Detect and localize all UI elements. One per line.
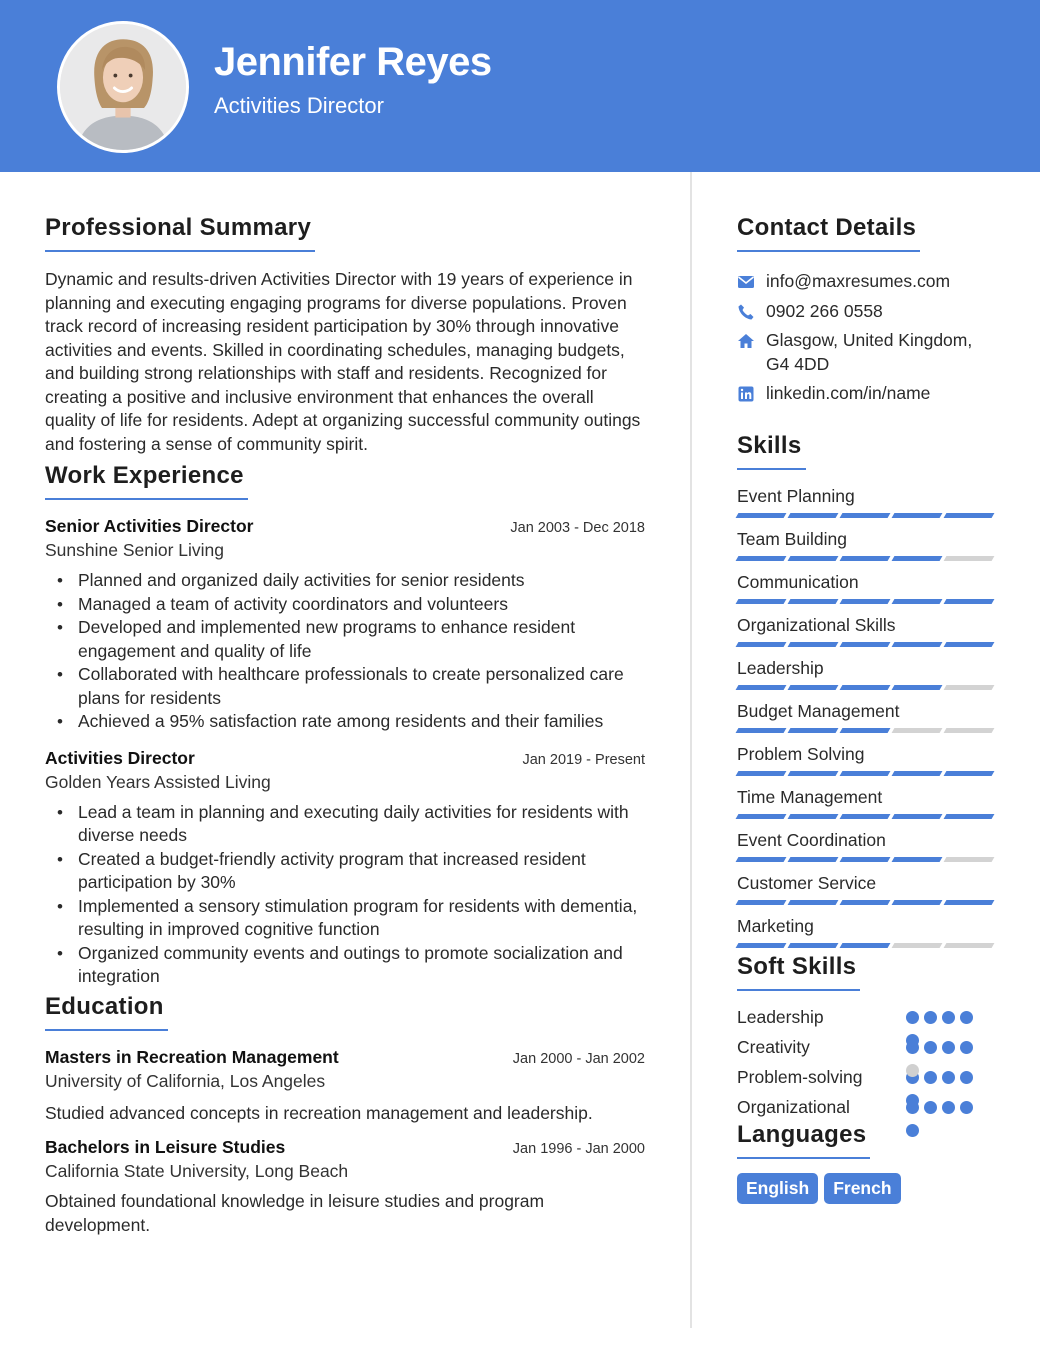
- skill-name: Leadership: [737, 657, 824, 678]
- skill-level-segment: [892, 728, 943, 733]
- skill-level-segment: [736, 513, 787, 518]
- soft-skills-section: [737, 953, 997, 1125]
- skill-item: [737, 656, 997, 690]
- candidate-name: Jennifer Reyes: [214, 40, 492, 84]
- skills-heading: Skills: [737, 432, 806, 470]
- job-dates: Jan 2019 - Present: [522, 751, 645, 768]
- soft-skill-rating: [906, 1011, 973, 1024]
- languages-heading: Languages: [737, 1121, 870, 1159]
- soft-skill-name: Problem-solving: [737, 1066, 863, 1087]
- skill-level-segment: [944, 728, 995, 733]
- rating-dot: [924, 1101, 937, 1114]
- skill-level-segment: [892, 642, 943, 647]
- skill-level-segment: [736, 728, 787, 733]
- skill-level-segment: [944, 857, 995, 862]
- education-description: Studied advanced concepts in recreation management and leadership.: [45, 1102, 593, 1123]
- education-entry: [45, 1137, 645, 1237]
- education-dates: Jan 1996 - Jan 2000: [512, 1141, 645, 1157]
- school-name: University of California, Los Angeles: [45, 1070, 326, 1091]
- skill-name: Customer Service: [737, 872, 877, 893]
- rating-dot: [906, 1094, 919, 1107]
- phone-icon: [737, 303, 755, 321]
- skill-level-segment: [788, 556, 839, 561]
- skill-level-bar: [737, 771, 997, 776]
- skill-level-segment: [944, 943, 995, 948]
- contact-phone[interactable]: [737, 300, 997, 324]
- main-column: [45, 214, 645, 1237]
- skill-level-segment: [788, 599, 839, 604]
- soft-skill-item: [737, 1005, 997, 1035]
- skill-level-segment: [736, 642, 787, 647]
- phone-text: 0902 266 0558: [766, 300, 883, 321]
- job-entry: [45, 748, 645, 989]
- skill-level-segment: [892, 814, 943, 819]
- skill-name: Team Building: [737, 528, 847, 549]
- skill-level-bar: [737, 599, 997, 604]
- skill-level-segment: [840, 513, 891, 518]
- skill-level-bar: [737, 728, 997, 733]
- skill-level-segment: [736, 556, 787, 561]
- skill-level-bar: [737, 685, 997, 690]
- job-bullets: [45, 569, 645, 734]
- sidebar-column: [737, 214, 997, 1204]
- profile-photo: [57, 21, 189, 153]
- skill-level-segment: [788, 771, 839, 776]
- skill-level-segment: [892, 513, 943, 518]
- rating-dot: [960, 1011, 973, 1024]
- profile-photo-icon: [60, 24, 186, 150]
- home-icon: [737, 332, 755, 350]
- skill-name: Communication: [737, 571, 859, 592]
- skill-level-segment: [944, 771, 995, 776]
- skill-level-segment: [840, 900, 891, 905]
- skill-level-segment: [788, 857, 839, 862]
- envelope-icon: [737, 273, 755, 291]
- skill-name: Marketing: [737, 915, 814, 936]
- rating-dot: [906, 1064, 919, 1077]
- summary-text: Dynamic and results-driven Activities Director with 19 years of experience in planning and executing engaging programs for diverse populations. Proven track record of increasing resident participation by 30% through innovative activities and events. Skilled in coordinating schedules, managing budgets, and building strong relationships with staff and residents. Recognized for creating a positive and inclusive environment that enhances the overall quality of life for residents. Adept at organizing successful community outings and fostering a sense of community spirit.: [45, 269, 641, 454]
- skill-level-segment: [892, 943, 943, 948]
- job-bullet: • Lead a team in planning and executing daily activities for residents with diverse needs: [45, 801, 645, 848]
- degree-title: Masters in Recreation Management: [45, 1046, 339, 1067]
- skill-level-segment: [892, 556, 943, 561]
- skill-level-segment: [736, 685, 787, 690]
- skill-name: Time Management: [737, 786, 883, 807]
- skill-level-segment: [788, 685, 839, 690]
- rating-dot: [960, 1071, 973, 1084]
- skill-level-segment: [944, 814, 995, 819]
- skill-item: [737, 785, 997, 819]
- skill-level-segment: [736, 814, 787, 819]
- skill-item: [737, 527, 997, 561]
- skill-level-segment: [736, 771, 787, 776]
- skill-name: Organizational Skills: [737, 614, 896, 635]
- skill-item: [737, 828, 997, 862]
- skill-name: Event Coordination: [737, 829, 886, 850]
- skill-level-segment: [788, 943, 839, 948]
- address-text: Glasgow, United Kingdom, G4 4DD: [766, 330, 973, 374]
- skill-level-segment: [788, 814, 839, 819]
- resume-header: [0, 0, 1040, 172]
- soft-skill-name: Leadership: [737, 1006, 824, 1027]
- skill-level-segment: [840, 771, 891, 776]
- skill-level-bar: [737, 857, 997, 862]
- skill-name: Problem Solving: [737, 743, 865, 764]
- soft-skill-name: Organizational: [737, 1096, 850, 1117]
- job-bullet: • Implemented a sensory stimulation program for residents with dementia, resulting in improved cognitive function: [45, 895, 645, 942]
- rating-dot: [924, 1041, 937, 1054]
- email-text: info@maxresumes.com: [766, 271, 951, 291]
- skill-level-segment: [788, 513, 839, 518]
- job-bullet: • Developed and implemented new programs to enhance resident engagement and quality of life: [45, 616, 645, 663]
- soft-skill-item: [737, 1065, 997, 1095]
- education-dates: Jan 2000 - Jan 2002: [512, 1050, 645, 1067]
- skill-level-bar: [737, 642, 997, 647]
- contact-heading: Contact Details: [737, 214, 920, 252]
- job-bullet: • Collaborated with healthcare professionals to create personalized care plans for residents: [45, 663, 645, 710]
- education-entry: [45, 1047, 645, 1126]
- job-bullet: • Organized community events and outings to promote socialization and integration: [45, 942, 645, 989]
- language-badge: English: [737, 1173, 818, 1204]
- rating-dot: [942, 1071, 955, 1084]
- skill-level-segment: [736, 599, 787, 604]
- contact-address: [737, 329, 997, 376]
- skill-level-segment: [892, 900, 943, 905]
- contact-email[interactable]: [737, 270, 997, 294]
- skill-item: [737, 613, 997, 647]
- rating-dot: [906, 1034, 919, 1047]
- skill-level-bar: [737, 556, 997, 561]
- skill-level-segment: [892, 685, 943, 690]
- skill-level-segment: [944, 513, 995, 518]
- job-title: Senior Activities Director: [45, 516, 254, 536]
- job-bullet: • Created a budget-friendly activity program that increased resident participation by 30%: [45, 848, 645, 895]
- language-badge: French: [824, 1173, 900, 1204]
- soft-skill-item: [737, 1035, 997, 1065]
- job-bullet: • Planned and organized daily activities for senior residents: [45, 569, 645, 593]
- skill-level-segment: [788, 728, 839, 733]
- rating-dot: [924, 1011, 937, 1024]
- skill-name: Budget Management: [737, 700, 900, 721]
- skill-level-segment: [840, 943, 891, 948]
- skill-level-segment: [840, 556, 891, 561]
- skills-list: [737, 484, 997, 948]
- skill-level-bar: [737, 900, 997, 905]
- rating-dot: [906, 1124, 919, 1137]
- rating-dot: [942, 1011, 955, 1024]
- skill-item: [737, 742, 997, 776]
- job-bullet: • Managed a team of activity coordinators and volunteers: [45, 593, 645, 617]
- job-company: Golden Years Assisted Living: [45, 771, 271, 792]
- skill-level-bar: [737, 513, 997, 518]
- soft-skills-heading: Soft Skills: [737, 953, 860, 991]
- skill-level-segment: [736, 857, 787, 862]
- rating-dot: [960, 1101, 973, 1114]
- candidate-title: Activities Director: [214, 93, 384, 118]
- education-heading: Education: [45, 993, 168, 1031]
- skill-level-segment: [944, 556, 995, 561]
- skill-level-bar: [737, 814, 997, 819]
- skill-level-segment: [788, 642, 839, 647]
- skill-level-segment: [736, 900, 787, 905]
- linkedin-text: linkedin.com/in/name: [766, 383, 931, 403]
- summary-heading: Professional Summary: [45, 214, 315, 252]
- education-section: [45, 993, 645, 1238]
- soft-skills-list: [737, 1005, 997, 1125]
- job-dates: Jan 2003 - Dec 2018: [510, 520, 645, 536]
- skill-item: [737, 699, 997, 733]
- summary-section: [45, 214, 645, 456]
- skill-level-segment: [944, 642, 995, 647]
- job-bullets: [45, 801, 645, 989]
- rating-dot: [942, 1041, 955, 1054]
- skill-level-segment: [944, 685, 995, 690]
- contact-section: [737, 214, 997, 406]
- skill-level-segment: [840, 814, 891, 819]
- experience-heading: Work Experience: [45, 462, 248, 500]
- skill-level-segment: [840, 685, 891, 690]
- rating-dot: [960, 1041, 973, 1054]
- skill-level-segment: [944, 599, 995, 604]
- skill-level-segment: [892, 599, 943, 604]
- skill-item: [737, 570, 997, 604]
- experience-section: [45, 462, 645, 989]
- skill-level-segment: [840, 857, 891, 862]
- languages-section: [737, 1121, 997, 1204]
- school-name: California State University, Long Beach: [45, 1161, 349, 1181]
- contact-linkedin[interactable]: [737, 382, 997, 406]
- linkedin-icon: [737, 385, 755, 403]
- skill-item: [737, 871, 997, 905]
- education-description: Obtained foundational knowledge in leisure studies and program development.: [45, 1191, 545, 1235]
- job-company: Sunshine Senior Living: [45, 540, 225, 560]
- job-title: Activities Director: [45, 747, 195, 768]
- soft-skill-item: [737, 1095, 997, 1125]
- skill-level-bar: [737, 943, 997, 948]
- skill-level-segment: [944, 900, 995, 905]
- job-entry: [45, 516, 645, 734]
- rating-dot: [924, 1071, 937, 1084]
- degree-title: Bachelors in Leisure Studies: [45, 1137, 286, 1157]
- column-divider: [690, 172, 692, 1328]
- skill-item: [737, 914, 997, 948]
- soft-skill-name: Creativity: [737, 1036, 810, 1057]
- rating-dot: [906, 1011, 919, 1024]
- skill-level-segment: [788, 900, 839, 905]
- skill-level-segment: [840, 728, 891, 733]
- skills-section: [737, 432, 997, 948]
- languages-list: [737, 1173, 997, 1204]
- skill-level-segment: [840, 642, 891, 647]
- skill-level-segment: [736, 943, 787, 948]
- skill-level-segment: [892, 771, 943, 776]
- job-bullet: • Achieved a 95% satisfaction rate among residents and their families: [45, 710, 645, 734]
- skill-item: [737, 484, 997, 518]
- skill-name: Event Planning: [737, 485, 855, 506]
- skill-level-segment: [892, 857, 943, 862]
- skill-level-segment: [840, 599, 891, 604]
- rating-dot: [942, 1101, 955, 1114]
